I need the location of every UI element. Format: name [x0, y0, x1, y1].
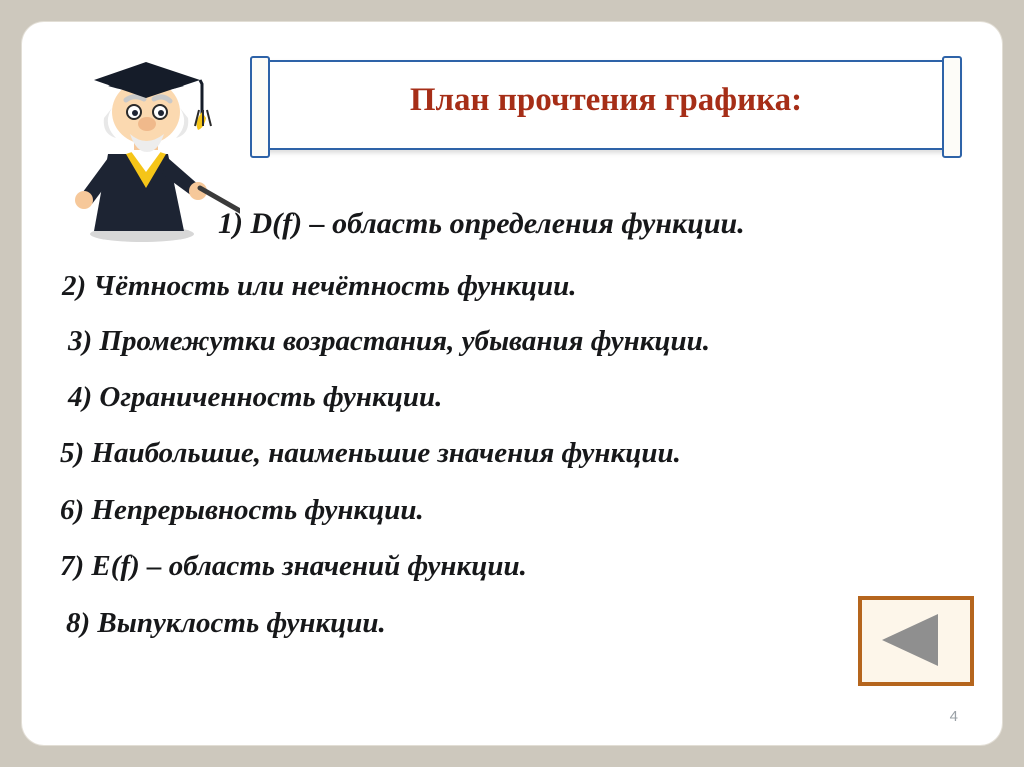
previous-slide-button[interactable] — [858, 596, 974, 686]
list-item: 6) Непрерывность функции. — [60, 494, 424, 526]
slide-canvas — [22, 22, 1002, 745]
triangle-left-icon — [882, 614, 938, 666]
list-item: 5) Наибольшие, наименьшие значения функции. — [60, 437, 681, 469]
page-title: План прочтения графика: — [409, 82, 803, 118]
page-number: 4 — [949, 708, 958, 725]
title-banner — [254, 60, 958, 150]
professor-mascot-illustration — [50, 46, 240, 246]
list-item: 7) E(f) – область значений функции. — [60, 550, 527, 582]
list-item: 1) D(f) – область определения функции. — [218, 207, 745, 240]
list-item: 3) Промежутки возрастания, убывания функции. — [68, 325, 711, 357]
list-item: 8) Выпуклость функции. — [66, 607, 386, 639]
list-item: 2) Чётность или нечётность функции. — [62, 270, 577, 302]
list-item: 4) Ограниченность функции. — [68, 381, 443, 413]
